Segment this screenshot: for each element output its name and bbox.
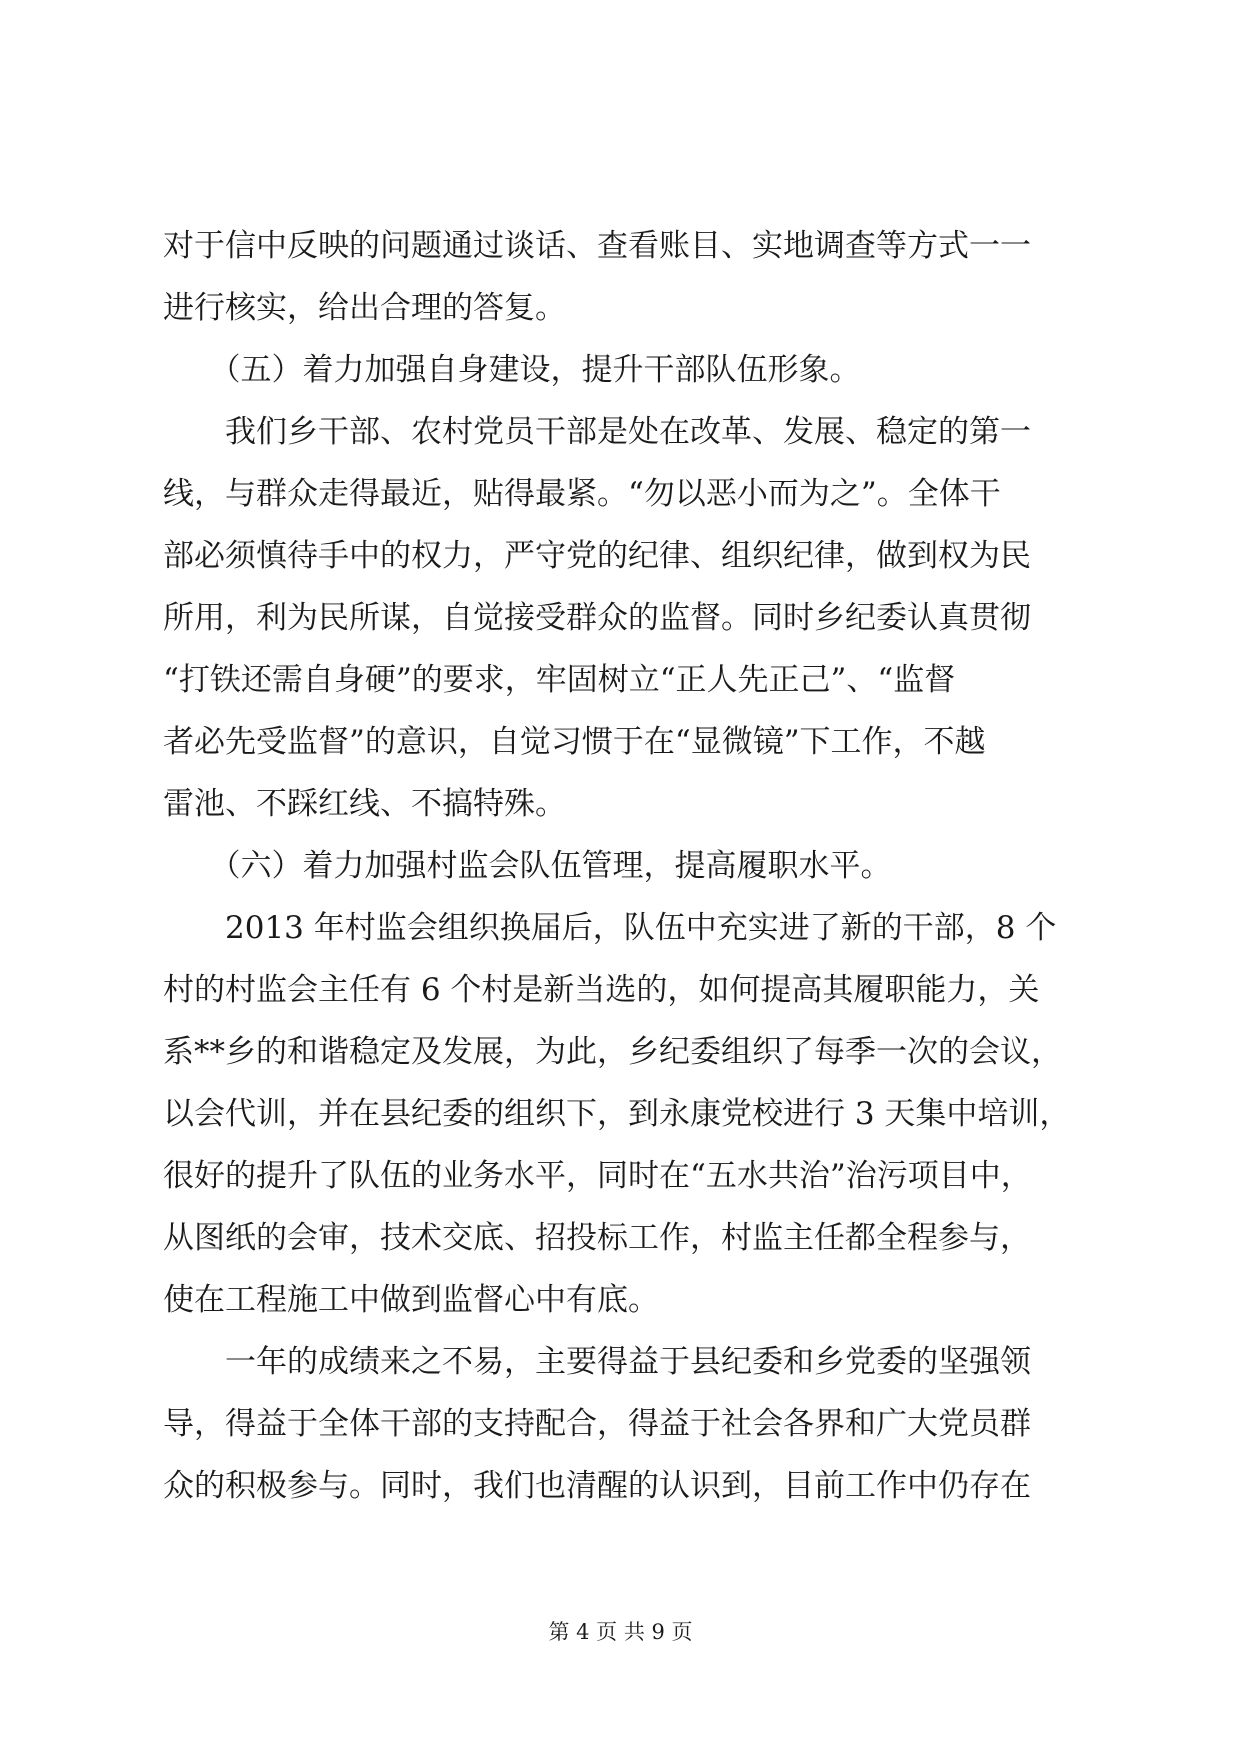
text-line: 系**乡的和谐稳定及发展，为此，乡纪委组织了每季一次的会议， <box>163 1034 1062 1070</box>
text-line: 线，与群众走得最近，贴得最紧。“勿以恶小而为之”。全体干 <box>163 476 1001 512</box>
text-line: 众的积极参与。同时，我们也清醒的认识到，目前工作中仍存在 <box>163 1468 1031 1504</box>
text-line: 导，得益于全体干部的支持配合，得益于社会各界和广大党员群 <box>163 1406 1031 1442</box>
text-line: 从图纸的会审，技术交底、招投标工作，村监主任都全程参与， <box>163 1220 1031 1256</box>
text-line: 2013 年村监会组织换届后，队伍中充实进了新的干部，8 个 <box>163 910 1057 946</box>
text-line: 所用，利为民所谋，自觉接受群众的监督。同时乡纪委认真贯彻 <box>163 600 1031 636</box>
text-line: 对于信中反映的问题通过谈话、查看账目、实地调查等方式一一 <box>163 228 1031 264</box>
text-line: 部必须慎待手中的权力，严守党的纪律、组织纪律，做到权为民 <box>163 538 1031 574</box>
text-line: 一年的成绩来之不易，主要得益于县纪委和乡党委的坚强领 <box>163 1344 1031 1380</box>
text-line: 以会代训，并在县纪委的组织下，到永康党校进行 3 天集中培训， <box>163 1096 1071 1132</box>
text-line: 雷池、不踩红线、不搞特殊。 <box>163 786 566 822</box>
text-line: 我们乡干部、农村党员干部是处在改革、发展、稳定的第一 <box>163 414 1031 450</box>
text-line: 进行核实，给出合理的答复。 <box>163 290 566 326</box>
page-number: 第 4 页 共 9 页 <box>548 1620 693 1644</box>
text-line: 很好的提升了队伍的业务水平，同时在“五水共治”治污项目中， <box>163 1158 1032 1194</box>
text-line: 使在工程施工中做到监督心中有底。 <box>163 1282 659 1318</box>
section-heading: （六）着力加强村监会队伍管理，提高履职水平。 <box>163 848 892 884</box>
section-heading: （五）着力加强自身建设，提升干部队伍形象。 <box>163 352 861 388</box>
text-line: 者必先受监督”的意识，自觉习惯于在“显微镜”下工作，不越 <box>163 724 986 760</box>
text-line: “打铁还需自身硬”的要求，牢固树立“正人先正己”、“监督 <box>163 662 956 698</box>
text-line: 村的村监会主任有 6 个村是新当选的，如何提高其履职能力，关 <box>163 972 1040 1008</box>
